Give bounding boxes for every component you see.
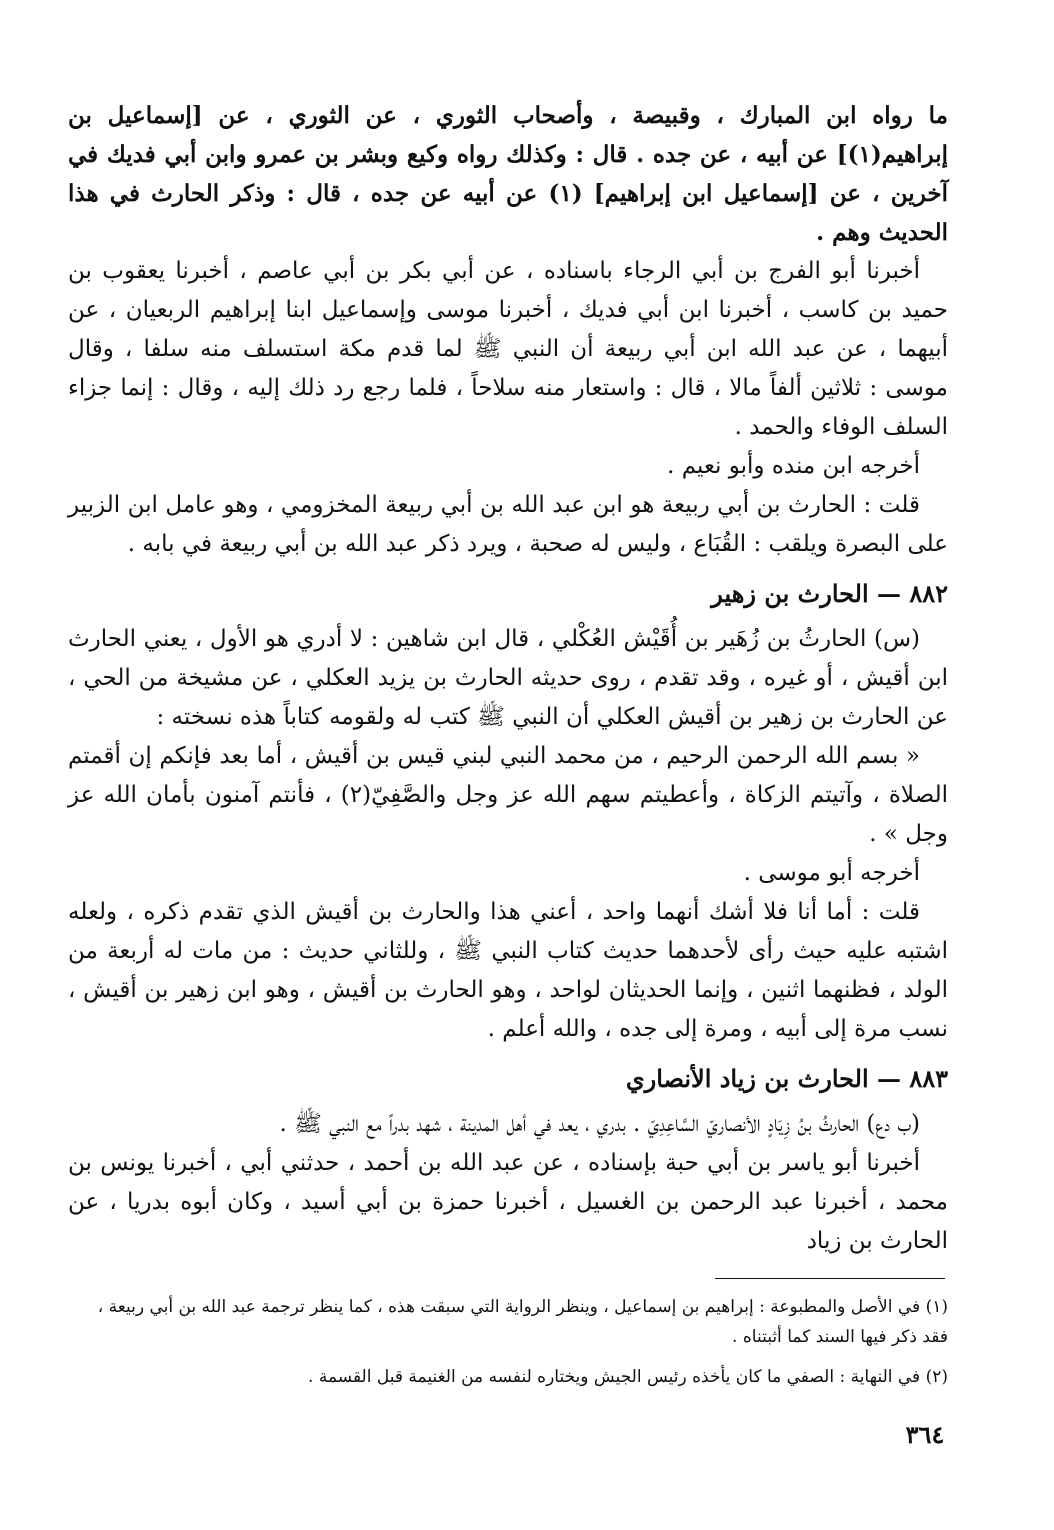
page-number: ٣٦٤ [905, 1420, 945, 1449]
entry-heading-883: ٨٨٣ — الحارث بن زياد الأنصاري [625, 1064, 948, 1093]
paragraph-takhrij-1: أخرجه ابن منده وأبو نعيم . [667, 453, 920, 479]
paragraph-entry-882-letter: « بسم الله الرحمن الرحيم ، من محمد النبي لبني قيس بن أقيش ، أما بعد فإنكم إن أقمتم الصلاة ، وآتيتم الزكاة ، وأعطيتم سهم الله عز وجل والصَّفِيّ(٢) ، فأنتم آمنون بأمان الله عز وجل » . [68, 743, 948, 847]
paragraph-isnad-1: ما رواه ابن المبارك ، وقبيصة ، وأصحاب الثوري ، عن الثوري ، عن [إسماعيل بن إبراهيم(١)] عن أبيه ، عن جده . قال : وكذلك رواه وكيع وبشر بن عمرو وابن أبي فديك في آخرين ، عن [إسماعيل ابن إبراهيم] (١) عن أبيه عن جده ، قال : وذكر الحارث في هذا الحديث وهم . [68, 102, 949, 246]
entry-heading-882: ٨٨٢ — الحارث بن زهير [711, 579, 948, 608]
footnote-2: (٢) في النهاية : الصفي ما كان يأخذه رئيس الجيش ويختاره لنفسه من الغنيمة قبل القسمة . [308, 1367, 948, 1387]
paragraph-isnad-2: أخبرنا أبو الفرج بن أبي الرجاء باسناده ، عن أبي بكر بن أبي عاصم ، أخبرنا يعقوب بن حميد بن كاسب ، أخبرنا ابن أبي فديك ، أخبرنا موسى وإسماعيل ابنا إبراهيم الربعيان ، عن أبيهما ، عن عبد الله ابن أبي ربيعة أن النبي ﷺ لما قدم مكة استسلف منه سلفا ، وقال موسى : ثلاثين ألفاً مالا ، قال : واستعار منه سلاحاً ، فلما رجع رد ذلك إليه ، وقال : إنما جزاء السلف الوفاء والحمد . [68, 258, 948, 440]
paragraph-entry-882-intro: (س) الحارثُ بن زُهَير بن أُقَيْش العُكْلي ، قال ابن شاهين : لا أدري هو الأول ، يعني الحارث ابن أقيش ، أو غيره ، وقد تقدم ، روى حديثه الحارث بن يزيد العكلي ، عن مشيخة من الحي ، عن الحارث بن زهير بن أقيش العكلي أن النبي ﷺ كتب له ولقومه كتاباً هذه نسخته : [68, 626, 948, 730]
main-text [68, 96, 948, 1261]
paragraph-entry-882-takhrij: أخرجه أبو موسى . [743, 860, 920, 886]
paragraph-entry-882-comment: قلت : أما أنا فلا أشك أنهما واحد ، أعني هذا والحارث بن أقيش الذي تقدم ذكره ، ولعله اشتبه عليه حيث رأى لأحدهما حديث كتاب النبي ﷺ ، وللثاني حديث : من مات له أربعة من الولد ، فظنهما اثنين ، وإنما الحديثان لواحد ، وهو الحارث بن أقيش ، وهو ابن زهير بن أقيش ، نسب مرة إلى أبيه ، ومرة إلى جده ، والله أعلم . [68, 899, 948, 1042]
paragraph-entry-883-intro: (ب دع) الحارثُ بنُ زِيَادٍ الأنصاريّ السَّاعِدِيّ . بدري ، يعد في أهل المدينة ، شهد بدراً مع النبي ﷺ . [279, 1111, 920, 1137]
footnote-divider [715, 1278, 945, 1279]
footnote-1: (١) في الأصل والمطبوعة : إبراهيم بن إسماعيل ، وينظر الرواية التي سبقت هذه ، كما ينظر ترجمة عبد الله بن أبي ربيعة ، فقد ذكر فيها السند كما أثبتناه . [97, 1297, 948, 1347]
paragraph-entry-883-isnad: أخبرنا أبو ياسر بن أبي حبة بإسناده ، عن عبد الله بن أحمد ، حدثني أبي ، أخبرنا يونس بن محمد ، أخبرنا عبد الرحمن بن الغسيل ، أخبرنا حمزة بن أبي أسيد ، وكان أبوه بدريا ، عن الحارث بن زياد [68, 1150, 948, 1254]
paragraph-comment-1: قلت : الحارث بن أبي ربيعة هو ابن عبد الله بن أبي ربيعة المخزومي ، وهو عامل ابن الزبير على البصرة ويلقب : القُبَاع ، وليس له صحبة ، ويرد ذكر عبد الله بن أبي ربيعة في بابه . [68, 492, 948, 557]
footnotes [68, 1292, 948, 1402]
